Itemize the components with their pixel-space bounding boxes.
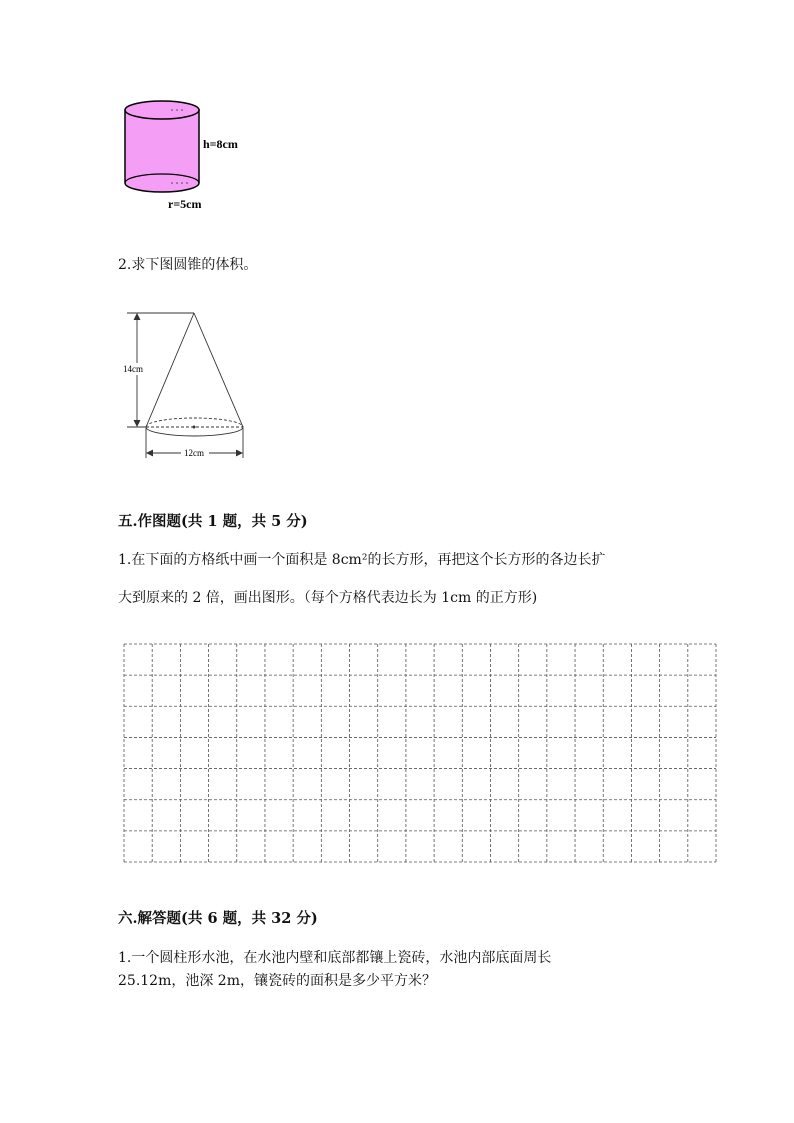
radius-label: r=5cm [168,197,202,211]
cone-center [193,426,196,429]
cone-left-side [146,313,194,427]
section-5-title: 五.作图题(共 1 题，共 5 分) [118,513,308,530]
cylinder-top [125,101,199,119]
cylinder-figure [110,90,270,220]
section-6-question-line-2: 25.12m，池深 2m，镶瓷砖的面积是多少平方米？ [118,973,436,989]
section-5-question-line-2: 大到原来的 2 倍，画出图形。（每个方格代表边长为 1cm 的正方形) [118,590,538,606]
section-6-question-line-1: 1.一个圆柱形水池，在水池内壁和底部都镶上瓷砖，水池内部底面周长 [118,950,552,966]
cylinder-body [125,110,199,192]
section-5-question-line-1: 1.在下面的方格纸中画一个面积是 8cm²的长方形，再把这个长方形的各边长扩 [118,552,606,568]
cone-diameter-label: 12cm [184,448,204,458]
section-6-title: 六.解答题(共 6 题，共 32 分) [118,910,318,927]
cone-height-label: 14cm [123,364,143,374]
height-arrow-top [134,314,140,320]
diameter-arrow-left [147,450,153,456]
cone-figure [115,305,255,465]
cone-right-side [194,313,243,427]
question-2-text: 2.求下图圆锥的体积。 [118,257,258,273]
height-arrow-bottom [134,420,140,426]
height-label: h=8cm [203,137,238,151]
diameter-arrow-right [236,450,242,456]
grid-paper [120,640,720,866]
